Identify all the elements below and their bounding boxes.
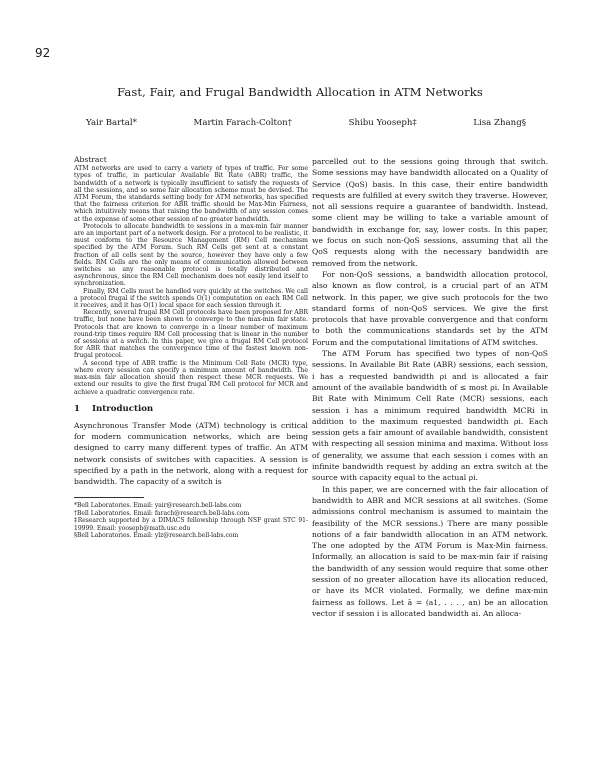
abstract-paragraph: Finally, RM Cells must be handled very quickly at the switches. We call a protocol frugal if the switch spends O(1) computation on each RM Cell it receives, and it has O(1) local space for each session through it. xyxy=(74,287,308,310)
body-paragraph: For non-QoS sessions, a bandwidth allocation protocol, also known as flow control, is a crucial part of an ATM network. In this paper, we give such protocols for the two standard forms of non-QoS services. We give the first protocols that have provable convergence and that conform to both the communications standards set by the ATM Forum and the computational limitations of ATM switches. xyxy=(312,269,548,347)
abstract-paragraph: Protocols to allocate bandwidth to sessions in a max-min fair manner are an important part of a network design. For a protocol to be realistic, it must conform to the Resource Management (RM) Cell mechanism specified by the ATM Forum. Such RM Cells get sent at a constant fraction of all cells sent by the source, however they have only a few fields. RM Cells are the only means of communication allowed between switches so any reasonable protocol is totally distributed and asynchronous, since the RM Cell mechanism does not easily lend itself to synchronization. xyxy=(74,222,308,288)
body-paragraph: Asynchronous Transfer Mode (ATM) technology is critical for modern communication networks, which are being designed to carry many different types of traffic. An ATM network consists of switches with capacities. A session is specified by a path in the network, along with a request for bandwidth. The capacity of a switch is xyxy=(74,420,308,487)
abstract-paragraph: A second type of ABR traffic is the Minimum Cell Rate (MCR) type, where every session can specify a minimum amount of bandwidth. The max-min fair allocation should then respect these MCR requests. We extend our results to give the first frugal RM Cell protocol for MCR and achieve a quadratic convergence rate. xyxy=(74,359,308,396)
author-name: Yair Bartal* xyxy=(86,118,137,128)
page-number: 92 xyxy=(35,46,51,60)
section-heading xyxy=(74,404,308,414)
author-name: Shibu Yooseph‡ xyxy=(348,118,417,128)
abstract-paragraph: ATM networks are used to carry a variety of types of traffic. For some types of traffic, in particular Available Bit Rate (ABR) traffic, the bandwidth of a network is typically insufficient to satisfy the requests of all the sessions, and so some fair allocation scheme must be devised. The ATM Forum, the standards setting body for ATM networks, has specified that the fairness criterion for ABR traffic should be Max-Min Fairness, which intuitively means that raising the bandwidth of any session comes at the expense of some other session of no greater bandwidth. xyxy=(74,165,308,223)
body-paragraph: The ATM Forum has specified two types of non-QoS sessions. In Available Bit Rate (ABR) sessions, each session, i has a requested bandwidth ρi and is allocated a fair amount of the available bandwidth of ≤ most ρi. In Available Bit Rate with Minimum Cell Rate (MCR) sessions, each session i has a minimum required bandwidth MCRi in addition to the maximum requested bandwidth ρi. Each session gets a fair amount of available bandwidth, consistent with respecting all session minima and maxima. Without loss of generality, we assume that each session i comes with an infinite bandwidth request by adding an extra switch at the source with capacity equal to the actual ρi. xyxy=(312,349,548,483)
section-title: Introduction xyxy=(91,403,154,414)
author-list xyxy=(86,118,526,128)
footnote: †Bell Laboratories. Email: farach@research.bell-labs.com xyxy=(74,509,250,517)
footnote: ‡Research supported by a DIMACS fellowship through NSF grant STC 91-19999. Email: yooseph@math.usc.edu xyxy=(74,517,308,532)
right-column xyxy=(312,156,548,619)
footnote: *Bell Laboratories. Email: yair@research.bell-labs.com xyxy=(74,502,242,510)
footnote-rule xyxy=(74,497,144,498)
body-paragraph: parcelled out to the sessions going through that switch. Some sessions may have bandwidth allocated on a Quality of Service (QoS) basis. In this case, their entire bandwidth requests are fulfilled at every switch they traverse. However, not all sessions require a guarantee of bandwidth. Instead, some client may be willing to take a variable amount of bandwidth in exchange for, say, lower costs. In this paper, we focus on such non-QoS sessions, assuming that all the QoS requests along with the necessary bandwidth are removed from the network. xyxy=(312,157,548,268)
author-name: Lisa Zhang§ xyxy=(473,118,526,128)
author-name: Martin Farach-Colton† xyxy=(193,118,292,128)
abstract xyxy=(74,156,308,396)
section-number: 1 xyxy=(74,403,80,414)
footnotes xyxy=(74,502,308,539)
abstract-paragraph: Recently, several frugal RM Cell protocols have been proposed for ABR traffic, but none have been shown to converge to the max-min fair state. Protocols that are known to converge in a linear number of maximum round-trip times require RM Cell processing that is linear in the number of sessions at a switch. In this paper, we give a frugal RM Cell protocol for ABR that matches the convergence time of the fastest known non-frugal protocol. xyxy=(74,309,308,360)
section-body xyxy=(74,420,308,488)
footnote: §Bell Laboratories. Email: ylz@research.bell-labs.com xyxy=(74,532,239,540)
body-paragraph: In this paper, we are concerned with the fair allocation of bandwidth to ABR and MCR sessions at all switches. (Some admissions control mechanism is assumed to maintain the feasibility of the MCR sessions.) There are many possible notions of a fair bandwidth allocation in an ATM network. The one adopted by the ATM Forum is Max-Min fairness. Informally, an allocation is said to be max-min fair if raising the bandwidth of any session would require that some other session of no greater allocation have its allocation reduced, or have its MCR violated. Formally, we define max-min fairness as follows. Let ā = (a1, . . . , an) be an allocation vector if session i is allocated bandwidth ai. An alloca- xyxy=(312,484,548,618)
left-column xyxy=(74,156,308,540)
paper-title: Fast, Fair, and Frugal Bandwidth Allocation in ATM Networks xyxy=(117,85,483,99)
abstract-heading: Abstract xyxy=(74,155,107,164)
